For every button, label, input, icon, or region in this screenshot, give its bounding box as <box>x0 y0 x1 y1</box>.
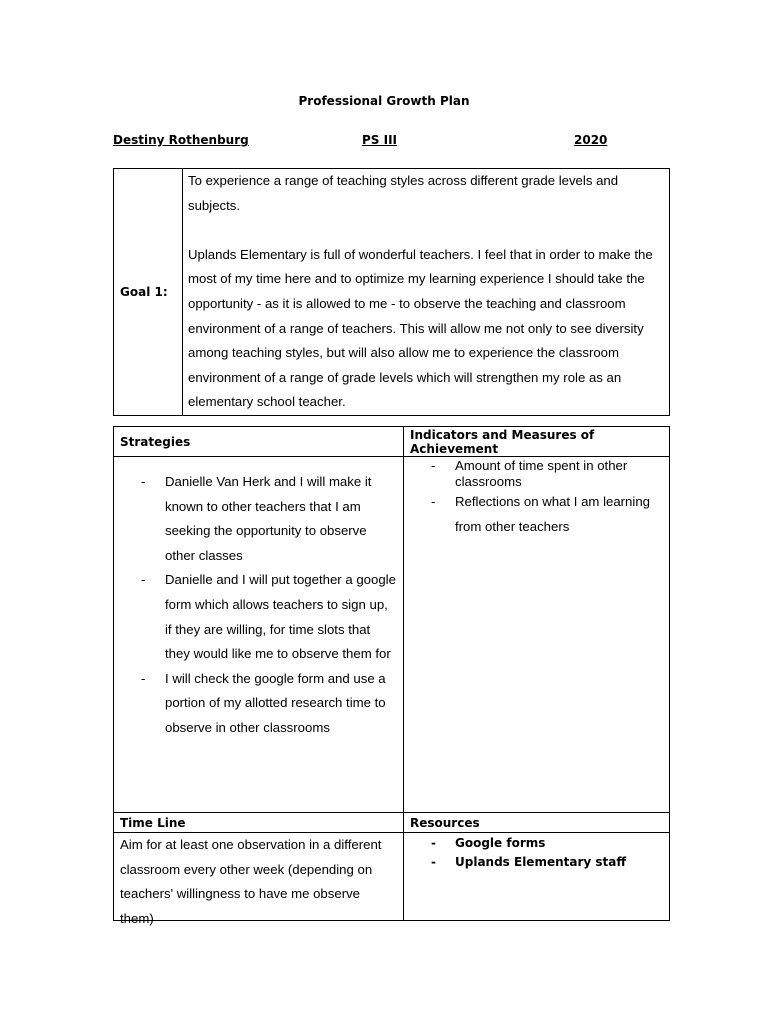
dash-bullet: - <box>431 458 436 473</box>
goal-statement: To experience a range of teaching styles across different grade levels and subjects. <box>188 173 619 213</box>
strategy-item: - I will check the google form and use a portion of my allotted research time to observe in other classrooms <box>165 667 397 741</box>
goal-content <box>183 169 670 416</box>
goal-rationale: Uplands Elementary is full of wonderful teachers. I feel that in order to make the most of my time here and to optimize my learning experience I should take the opportunity - as it is allowed to me - to observe the teaching and classroom environment of a range of teachers. This will allow me not only to see diversity among teaching styles, but will also allow me to experience the classroom environment of a range of grade levels which will strengthen my role as an elementary school teacher. <box>188 246 653 410</box>
dash-bullet: - <box>141 474 146 489</box>
dash-bullet: - <box>141 670 146 686</box>
resource-item: - Google forms <box>455 834 663 853</box>
resources-cell <box>404 833 670 921</box>
timeline-heading: Time Line <box>114 813 404 833</box>
strategies-cell <box>114 457 404 813</box>
plan-year: 2020 <box>574 133 608 147</box>
dash-bullet: - <box>431 494 436 509</box>
resources-heading: Resources <box>404 813 670 833</box>
strategies-list <box>141 470 397 741</box>
strategy-item: - Danielle Van Herk and I will make it known to other teachers that I am seeking the opportunity to observe other classes <box>165 470 397 568</box>
strategies-heading: Strategies <box>114 427 404 457</box>
indicators-cell <box>404 457 670 813</box>
timeline-cell <box>114 833 404 926</box>
course-code: PS III <box>362 133 398 147</box>
strategy-item: - Danielle and I will put together a google form which allows teachers to sign up, if they are willing, for time slots that they would like me to observe them for <box>165 568 397 666</box>
goal-label: Goal 1: <box>114 169 183 416</box>
resource-item: - Uplands Elementary staff <box>455 853 663 872</box>
dash-bullet: - <box>431 836 436 850</box>
plan-table <box>113 426 670 926</box>
indicators-list <box>431 457 663 539</box>
page-title: Professional Growth Plan <box>298 94 470 108</box>
indicator-item: - Amount of time spent in other classrooms <box>431 458 628 489</box>
dash-bullet: - <box>141 572 146 588</box>
timeline-text: Aim for at least one observation in a different classroom every other week (depending on teachers' willingness to have me observe them) <box>120 837 382 926</box>
indicators-heading: Indicators and Measures of Achievement <box>404 427 670 457</box>
goal-table <box>113 168 670 416</box>
indicator-item: - Reflections on what I am learning from other teachers <box>455 490 663 539</box>
student-name: Destiny Rothenburg <box>113 133 249 147</box>
resources-list <box>431 834 663 872</box>
dash-bullet: - <box>431 855 436 869</box>
